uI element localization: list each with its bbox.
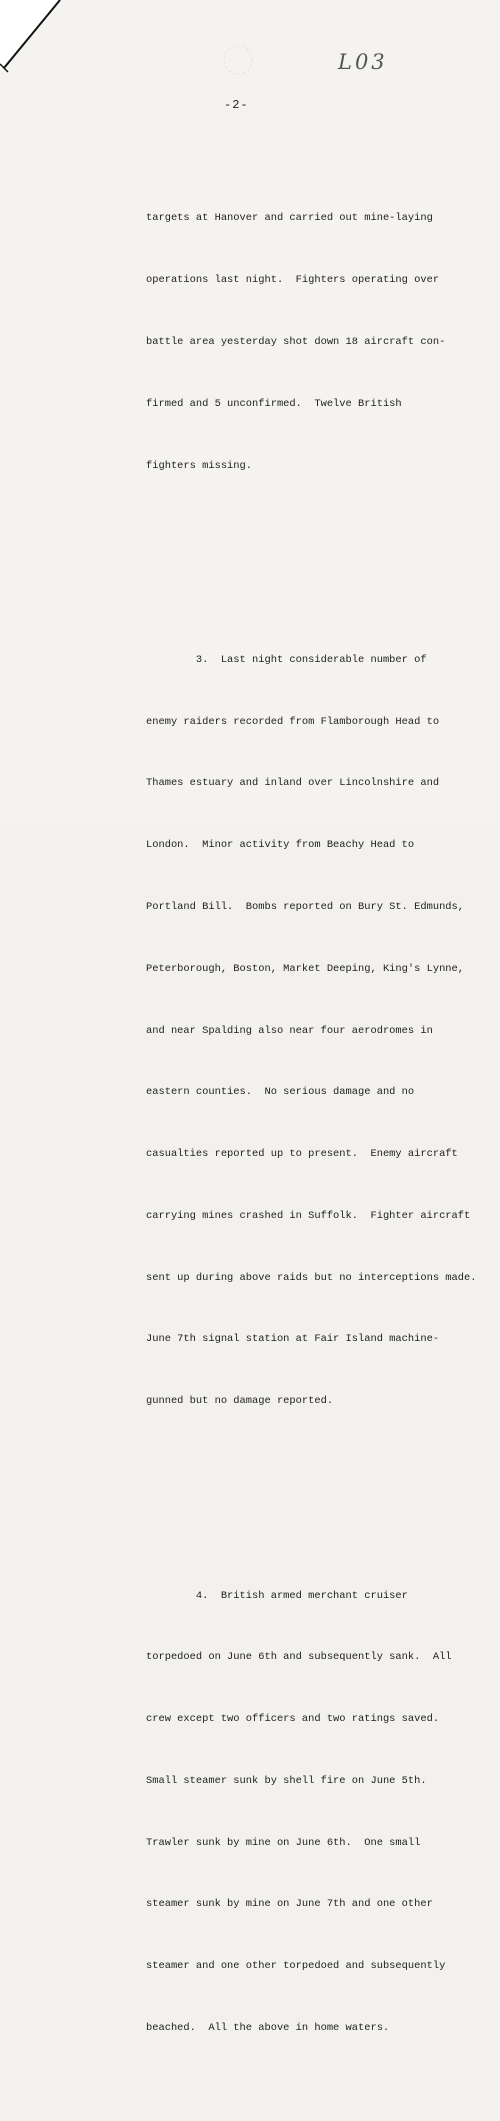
text-line: Peterborough, Boston, Market Deeping, King's Lynne,	[146, 962, 465, 975]
text-line: steamer and one other torpedoed and subsequently	[146, 1960, 446, 1973]
paragraph-continuation	[146, 167, 496, 517]
text-line: firmed and 5 unconfirmed. Twelve British	[146, 397, 402, 410]
text-line: beached. All the above in home waters.	[146, 2022, 390, 2035]
page-corner-fold	[0, 0, 90, 90]
text-line: London. Minor activity from Beachy Head to	[146, 839, 415, 852]
text-line: June 7th signal station at Fair Island machine-	[146, 1333, 440, 1346]
text-line: targets at Hanover and carried out mine-laying	[146, 212, 433, 225]
handwritten-reference: L03	[338, 50, 388, 74]
text-line: carrying mines crashed in Suffolk. Fighter aircraft	[146, 1209, 471, 1222]
text-line: casualties reported up to present. Enemy aircraft	[146, 1148, 458, 1161]
text-line: Portland Bill. Bombs reported on Bury St. Edmunds,	[146, 900, 465, 913]
text-line: torpedoed on June 6th and subsequently sank. All	[146, 1651, 452, 1664]
faint-stamp-mark	[218, 40, 258, 80]
text-line: and near Spalding also near four aerodromes in	[146, 1024, 433, 1037]
paragraph-3	[146, 609, 496, 1453]
text-line: enemy raiders recorded from Flamborough Head to	[146, 715, 440, 728]
paragraph-4	[146, 1544, 496, 2079]
document-body	[146, 126, 496, 2121]
text-line: operations last night. Fighters operating over	[146, 274, 440, 287]
text-line: gunned but no damage reported.	[146, 1395, 334, 1408]
text-line: sent up during above raids but no interceptions made.	[146, 1271, 477, 1284]
text-line: eastern counties. No serious damage and no	[146, 1086, 415, 1099]
text-line: steamer sunk by mine on June 7th and one other	[146, 1898, 433, 1911]
text-line: 4. British armed merchant cruiser	[146, 1589, 408, 1602]
text-line: fighters missing.	[146, 459, 253, 472]
text-line: crew except two officers and two ratings saved.	[146, 1713, 440, 1726]
text-line: Trawler sunk by mine on June 6th. One small	[146, 1836, 421, 1849]
page-number: -2-	[224, 98, 249, 112]
text-line: Small steamer sunk by shell fire on June 5th.	[146, 1774, 427, 1787]
text-line: battle area yesterday shot down 18 aircraft con-	[146, 335, 446, 348]
text-line: 3. Last night considerable number of	[146, 653, 427, 666]
text-line: Thames estuary and inland over Lincolnshire and	[146, 777, 440, 790]
